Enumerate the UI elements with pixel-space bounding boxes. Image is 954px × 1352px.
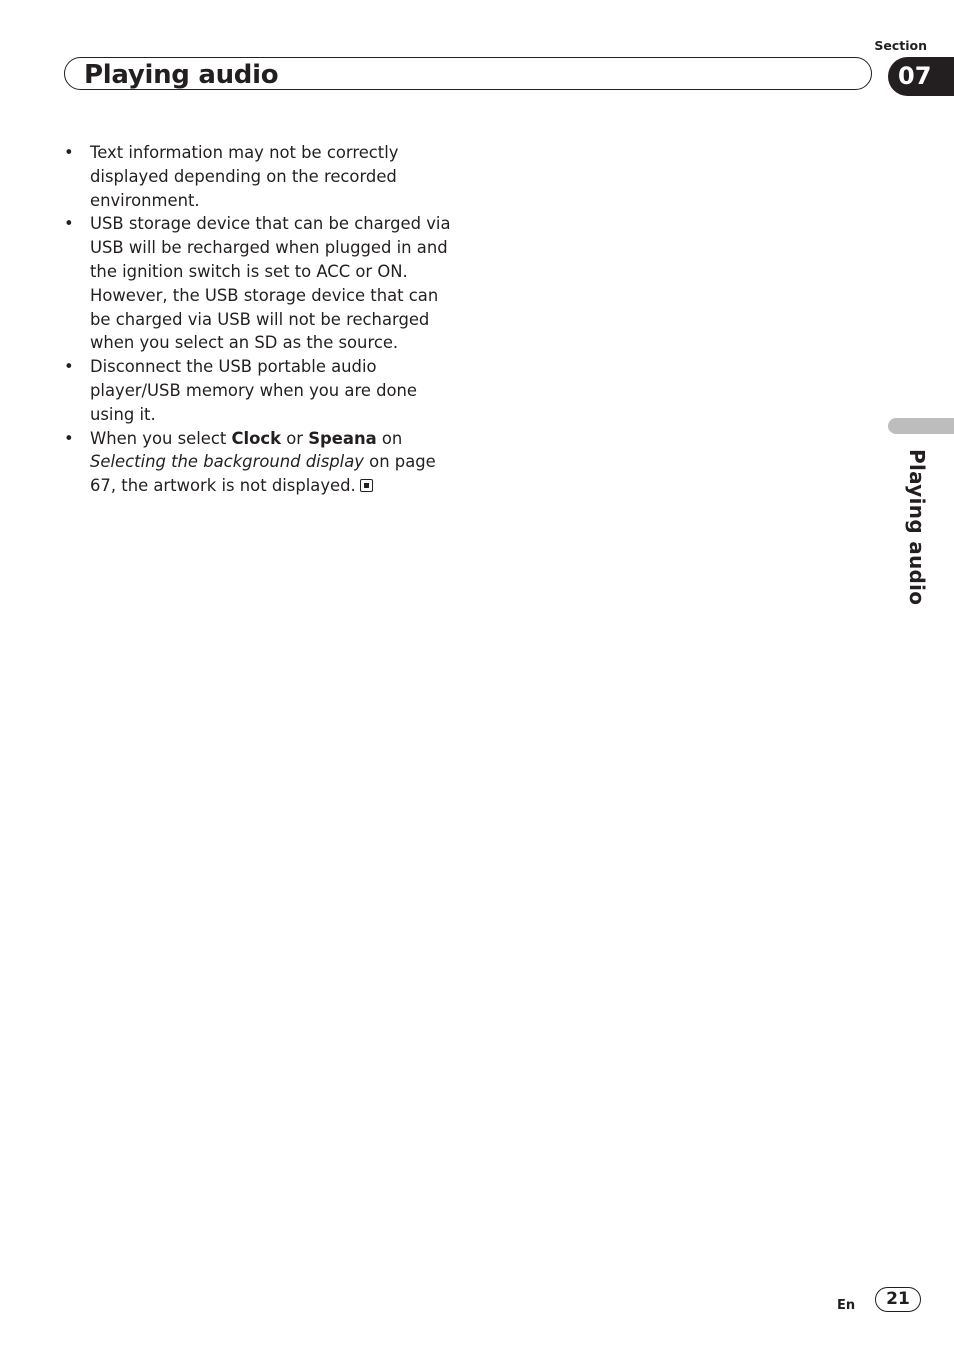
bullet-icon: • [64, 214, 74, 234]
section-number-badge: 07 [888, 57, 954, 96]
speana-option-name: Speana [308, 428, 377, 448]
stop-square-icon [360, 479, 373, 492]
bullet-icon: • [64, 143, 74, 162]
list-item [64, 141, 456, 212]
page-number: 21 [875, 1287, 921, 1312]
side-tab-label: Playing audio [905, 449, 929, 606]
bullet-list [64, 141, 456, 498]
side-tab-marker [888, 418, 954, 434]
bullet-text-outro: on page 67, the artwork is not displayed. [90, 452, 436, 496]
bullet-text: Disconnect the USB portable audio player/USB memory when you are done using it. [90, 357, 418, 424]
bullet-text-connector: or [281, 428, 309, 448]
list-item [64, 212, 456, 355]
bullet-text-intro: When you select [90, 428, 232, 448]
cross-reference-title: Selecting the background display [90, 452, 364, 472]
bullet-text-connector: on [376, 428, 403, 448]
language-code: En [837, 1298, 856, 1313]
list-item [64, 355, 456, 426]
bullet-icon: • [64, 357, 74, 377]
bullet-text: USB storage device that can be charged via USB will be recharged when plugged in and the ignition switch is set to ACC or ON. However, the USB storage device that can be charged via USB will not be recharged when you select an SD as the source. [90, 214, 451, 353]
page-title: Playing audio [84, 60, 279, 90]
bullet-icon: • [64, 428, 74, 448]
clock-option-name: Clock [231, 428, 282, 448]
section-label: Section [874, 38, 927, 53]
bullet-text: Text information may not be correctly displayed depending on the recorded environment. [90, 143, 399, 210]
list-item [64, 427, 456, 498]
